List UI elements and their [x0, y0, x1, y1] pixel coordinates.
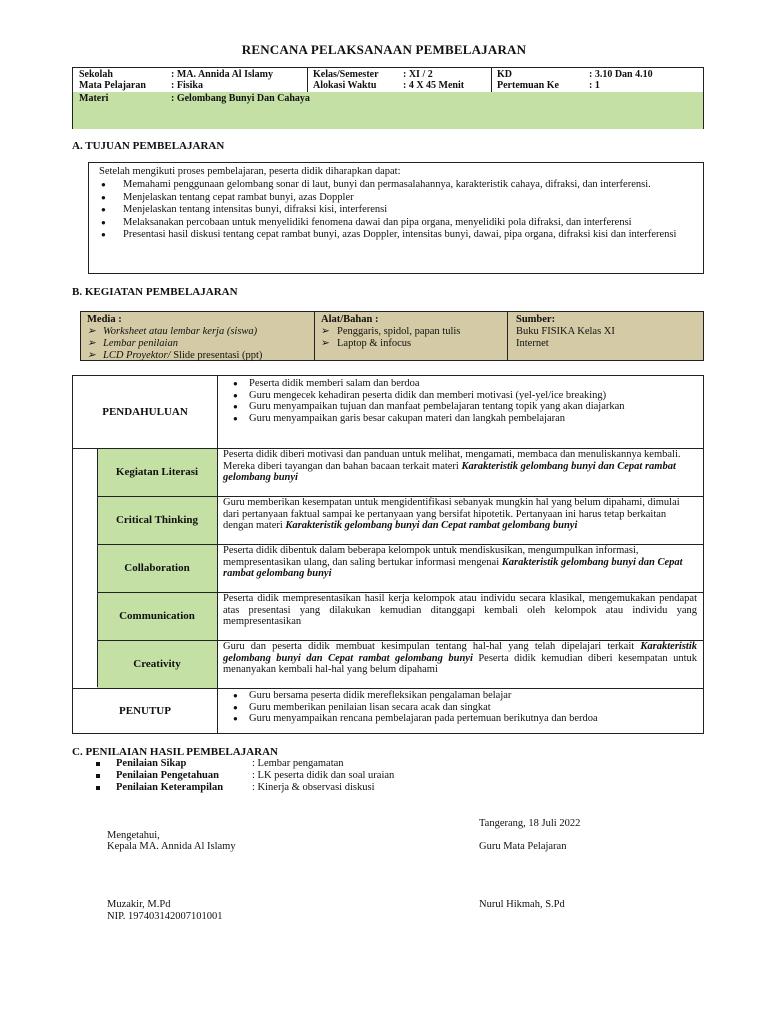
media-label: Media : [87, 314, 122, 325]
list-item: ● Guru bersama peserta didik merefleksikan pengalaman belajar [223, 690, 699, 702]
sekolah-label: Sekolah [79, 69, 113, 80]
guru-title: Guru Mata Pelajaran [479, 841, 567, 852]
bullet-square-icon [96, 774, 100, 778]
materi-label: Materi [79, 93, 109, 104]
document-title: RENCANA PELAKSANAAN PEMBELAJARAN [241, 42, 527, 57]
sumber-label: Sumber: [516, 314, 556, 325]
kelas-value: : XI / 2 [403, 69, 433, 80]
bullet-square-icon [96, 786, 100, 790]
creativity-text: Guru dan peserta didik membuat kesimpulan tentang hal-hal yang telah dipelajari terkait Karakteristik gelombang bunyi dan Cepat rambat gelombang bunyi Peserta didik kemudian diberi kesempatan untuk menanyakan kembali hal-hal yang belum dipahami [223, 641, 697, 676]
arrow-icon: ➢ [87, 350, 96, 361]
kelas-label: Kelas/Semester [313, 69, 379, 80]
section-a-heading: A. TUJUAN PEMBELAJARAN [72, 140, 225, 152]
mapel-value: : Fisika [171, 80, 203, 91]
media-box [80, 311, 704, 361]
materi-value: : Gelombang Bunyi Dan Cahaya [171, 93, 310, 104]
critical-thinking-text: Guru memberikan kesempatan untuk mengidentifikasi sebanyak mungkin hal yang belum dipahami, dimulai dari pertanyaan faktual sampai ke pertanyaan yang bersifat hipotetik. Pertanyaan ini harus tetap berkaitan dengan materi Karakteristik gelombang bunyi dan Cepat rambat gelombang bunyi [223, 497, 680, 532]
communication-label: Communication [119, 610, 195, 622]
list-item: ● Melaksanakan percobaan untuk menyelidiki fenomena dawai dan pipa organa, menyelidiki pola difraksi, dan interferensi [97, 217, 695, 229]
critical-thinking-label: Critical Thinking [115, 514, 198, 526]
sumber-column [507, 312, 703, 360]
media-item-rest: Slide presentasi (ppt) [170, 350, 263, 361]
arrow-icon: ➢ [87, 338, 96, 349]
list-item: ● Memahami penggunaan gelombang sonar di laut, bunyi dan permasalahannya, karakteristik cahaya, difraksi, dan interferensi. [97, 179, 695, 191]
pendahuluan-list [223, 378, 699, 424]
list-item: ● Guru menyampaikan rencana pembelajaran pada pertemuan berikutnya dan berdoa [223, 713, 699, 725]
mapel-label: Mata Pelajaran [79, 80, 146, 91]
arrow-icon: ➢ [321, 326, 330, 337]
list-item: ● Menjelaskan tentang cepat rambat bunyi, azas Doppler [97, 192, 695, 204]
list-item: ● Guru menyampaikan tujuan dan manfaat pembelajaran tentang topik yang akan diajarkan [223, 401, 699, 413]
place-date: Tangerang, 18 Juli 2022 [479, 818, 581, 829]
section-b-heading: B. KEGIATAN PEMBELAJARAN [72, 286, 238, 298]
tujuan-intro: Setelah mengikuti proses pembelajaran, peserta didik diharapkan dapat: [99, 166, 401, 177]
alat-column [314, 312, 507, 360]
materi-row [73, 92, 703, 129]
kegiatan-table [72, 375, 704, 734]
media-item: Worksheet atau lembar kerja (siswa) [103, 326, 258, 337]
alokasi-value: : 4 X 45 Menit [403, 80, 465, 91]
collaboration-text: Peserta didik dibentuk dalam beberapa kelompok untuk mendiskusikan, mengumpulkan informasi, mempresentasikan ulang, dan saling bertukar informasi mengenai Karakteristik gelombang bunyi dan Cepat rambat gelombang bunyi [223, 545, 683, 580]
sekolah-value: : MA. Annida Al Islamy [171, 69, 273, 80]
collaboration-label: Collaboration [124, 562, 190, 574]
sumber-item: Buku FISIKA Kelas XI [516, 326, 615, 337]
list-item: ● Guru mengecek kehadiran peserta didik dan memberi motivasi (yel-yel/ice breaking) [223, 390, 699, 402]
media-column [81, 312, 314, 360]
arrow-icon: ➢ [321, 338, 330, 349]
alat-item: Penggaris, spidol, papan tulis [337, 326, 461, 337]
kd-label: KD [497, 69, 512, 80]
list-item: ● Menjelaskan tentang intensitas bunyi, difraksi kisi, interferensi [97, 204, 695, 216]
creativity-label: Creativity [133, 658, 181, 670]
arrow-icon: ➢ [87, 326, 96, 337]
alat-item: Laptop & infocus [337, 338, 412, 349]
penutup-label: PENUTUP [119, 705, 171, 717]
penutup-list [223, 690, 699, 725]
list-item: ● Presentasi hasil diskusi tentang cepat rambat bunyi, azas Doppler, intensitas bunyi, dawai, pipa organa, difraksi kisi dan interferensi [97, 229, 695, 241]
tujuan-box [88, 162, 704, 274]
literasi-text: Peserta didik diberi motivasi dan panduan untuk melihat, mengamati, membaca dan menuliskannya kembali. Mereka diberi tayangan dan bahan bacaan terkait materi Karakteristik gelombang bunyi dan Cepat rambat gelombang bunyi [223, 449, 681, 484]
alat-label: Alat/Bahan : [321, 314, 379, 325]
pertemuan-value: : 1 [589, 80, 600, 91]
list-item: ● Peserta didik memberi salam dan berdoa [223, 378, 699, 390]
communication-text: Peserta didik mempresentasikan hasil kerja kelompok atau individu secara klasikal, mengemukakan pendapat atas presentasi yang dilakukan kemudian ditanggapi kembali oleh kelompok atau individu yang mempresentasikan [223, 593, 697, 628]
media-item-italic: LCD Proyektor/ [103, 350, 171, 361]
kepala-nip: NIP. 197403142007101001 [107, 911, 223, 922]
pendahuluan-label: PENDAHULUAN [102, 406, 188, 418]
media-item: Lembar penilaian [103, 338, 178, 349]
section-c-heading: C. PENILAIAN HASIL PEMBELAJARAN [72, 746, 278, 758]
header-info-table [72, 67, 704, 129]
tujuan-list [97, 179, 695, 242]
kd-value: : 3.10 Dan 4.10 [589, 69, 653, 80]
kepala-title: Kepala MA. Annida Al Islamy [107, 841, 236, 852]
guru-name: Nurul Hikmah, S.Pd [479, 899, 565, 910]
kepala-name: Muzakir, M.Pd [107, 899, 171, 910]
bullet-square-icon [96, 762, 100, 766]
literasi-label: Kegiatan Literasi [115, 466, 199, 478]
list-item: ● Guru menyampaikan garis besar cakupan materi dan langkah pembelajaran [223, 413, 699, 425]
pertemuan-label: Pertemuan Ke [497, 80, 559, 91]
list-item: ● Guru memberikan penilaian lisan secara acak dan singkat [223, 702, 699, 714]
sumber-item: Internet [516, 338, 549, 349]
mengetahui-text: Mengetahui, [107, 830, 160, 841]
alokasi-label: Alokasi Waktu [313, 80, 377, 91]
